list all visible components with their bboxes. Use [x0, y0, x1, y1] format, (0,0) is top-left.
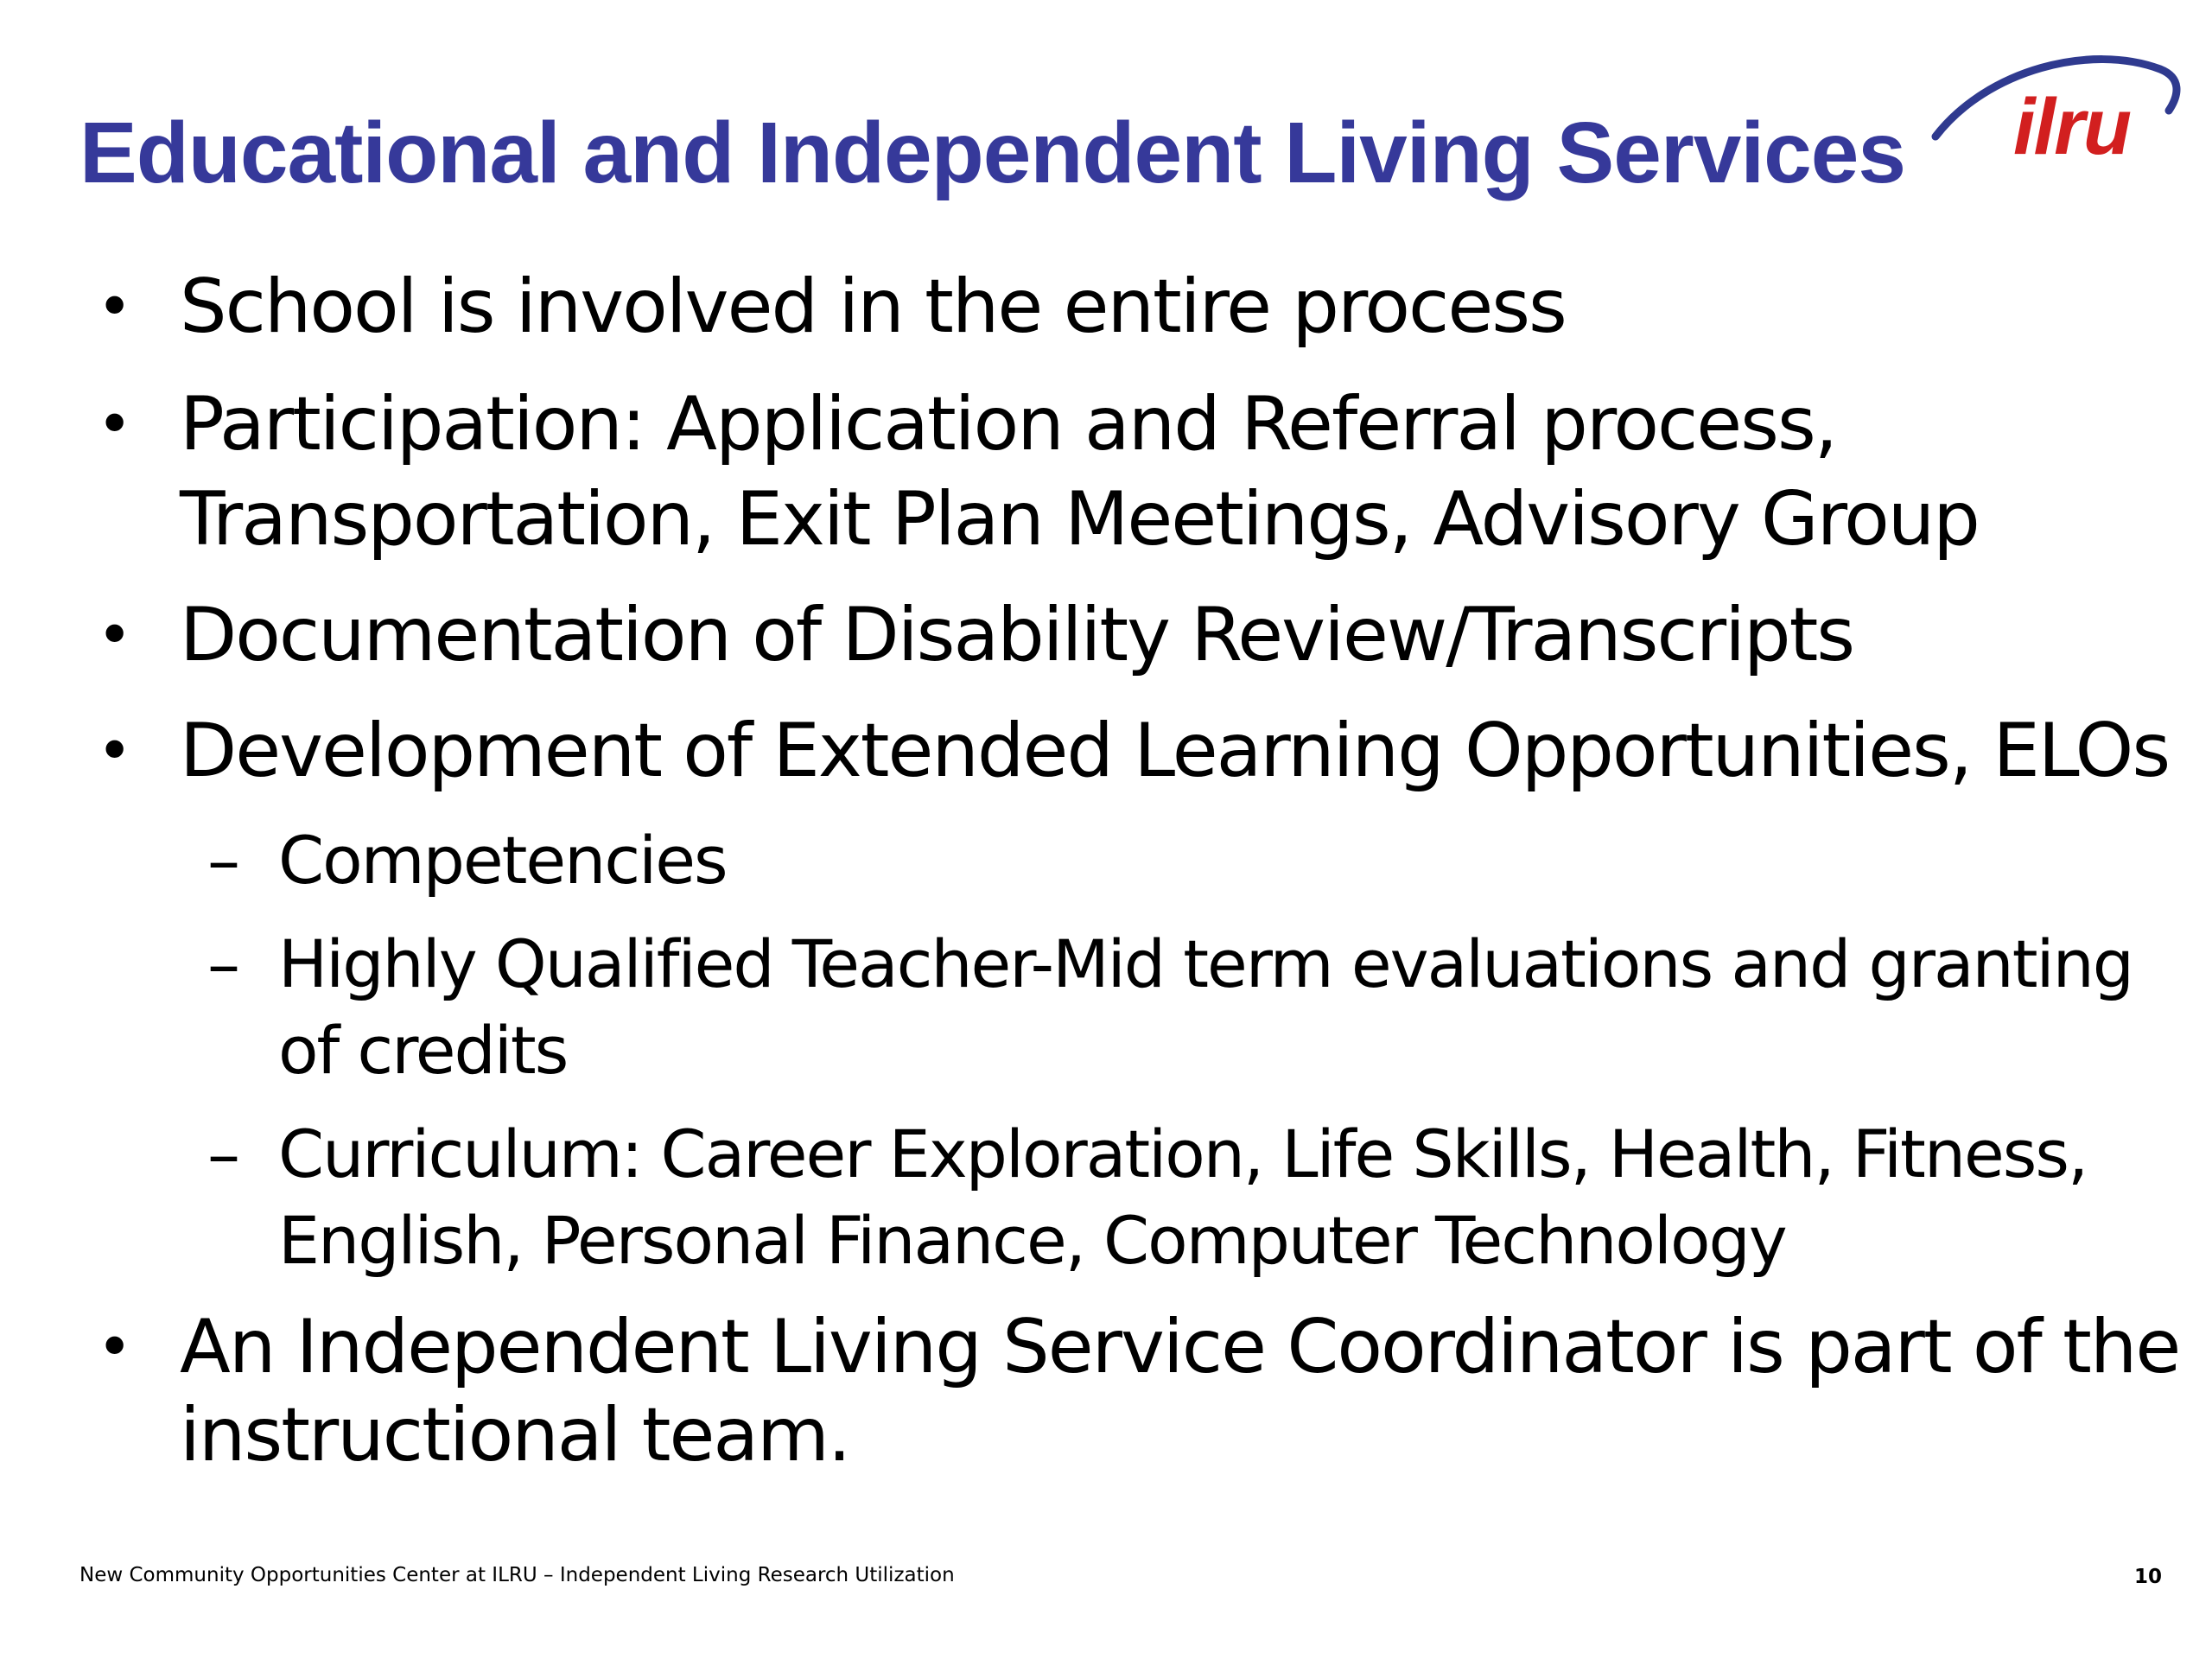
slide-title: Educational and Independent Living Services — [79, 105, 1906, 201]
bullet-marker: • — [97, 600, 133, 671]
sub-bullet-text: Competencies — [278, 822, 727, 899]
sub-bullet-marker: – — [207, 822, 240, 899]
ilru-logo — [1927, 35, 2186, 181]
bullet-text: Development of Extended Learning Opportunities, ELOs — [180, 708, 2170, 794]
footer-text: New Community Opportunities Center at ILRU – Independent Living Research Utilization — [79, 1564, 955, 1586]
bullet-text: An Independent Living Service Coordinator is part of the — [180, 1304, 2180, 1390]
page-number: 10 — [2133, 1566, 2162, 1588]
sub-bullet-marker: – — [207, 925, 240, 1002]
bullet-marker: • — [97, 389, 133, 460]
sub-bullet-text: English, Personal Finance, Computer Technology — [278, 1202, 1786, 1279]
sub-bullet-text: Highly Qualified Teacher-Mid term evaluations and granting — [278, 925, 2133, 1002]
bullet-marker: • — [97, 271, 133, 342]
bullet-text: Transportation, Exit Plan Meetings, Advisory Group — [180, 476, 1979, 563]
bullet-text: instructional team. — [180, 1392, 850, 1478]
bullet-text: Participation: Application and Referral process, — [180, 381, 1837, 467]
bullet-text: Documentation of Disability Review/Transcripts — [180, 592, 1854, 678]
bullet-marker: • — [97, 715, 133, 786]
bullet-marker: • — [97, 1312, 133, 1382]
bullet-text: School is involved in the entire process — [180, 264, 1566, 350]
sub-bullet-text: of credits — [278, 1012, 568, 1089]
sub-bullet-marker: – — [207, 1116, 240, 1192]
sub-bullet-text: Curriculum: Career Exploration, Life Skills, Health, Fitness, — [278, 1116, 2088, 1192]
logo-text: ilru — [2013, 83, 2131, 171]
